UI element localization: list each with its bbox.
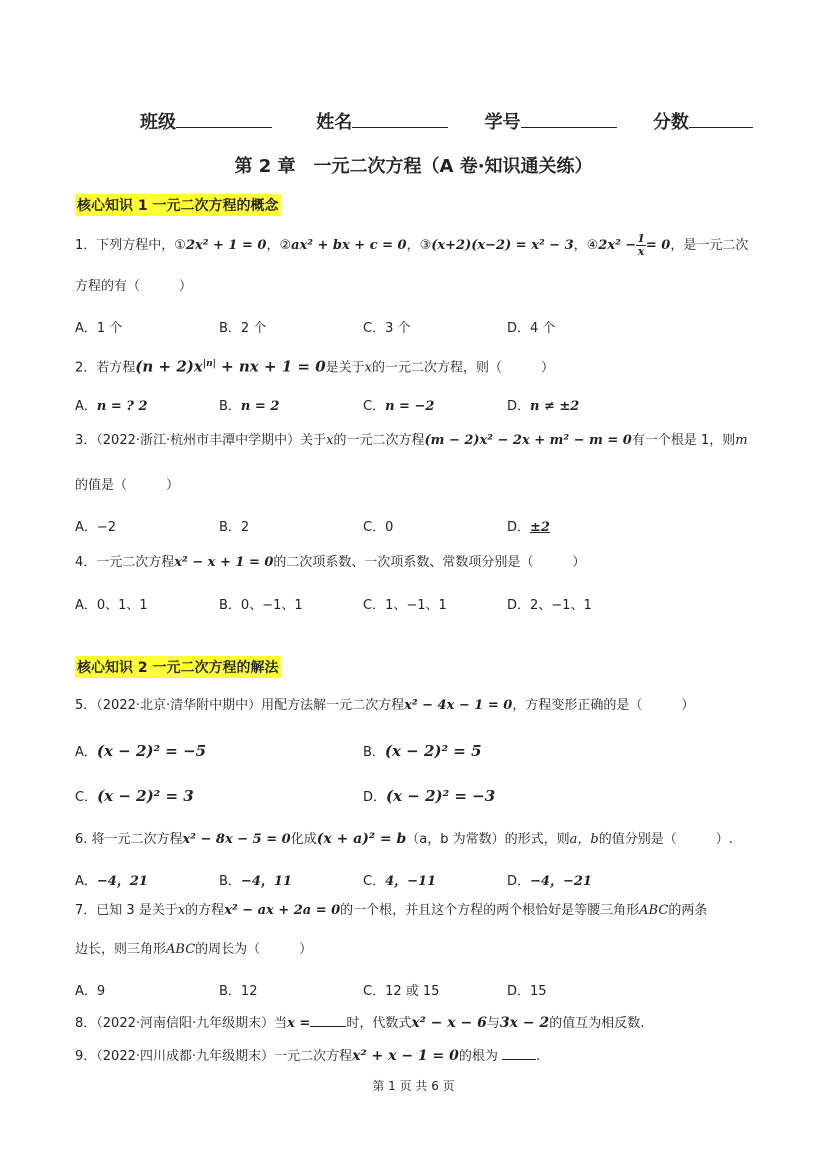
q3-mid: 的一元二次方程 bbox=[333, 433, 425, 448]
q4-expr: x² − x + 1 = 0 bbox=[174, 555, 274, 570]
q5-intro: （2022·北京·清华附中期中）用配方法解一元二次方程 bbox=[96, 698, 405, 713]
q1-eq-4a: 2x² − bbox=[598, 238, 637, 253]
q1-number: 1． bbox=[75, 238, 97, 253]
q6-mid: 化成 bbox=[290, 832, 317, 847]
q2-expr-b: + nx + 1 = 0 bbox=[215, 357, 326, 376]
q8-mid: 与 bbox=[486, 1016, 500, 1031]
q1-frac-denominator: x bbox=[637, 245, 645, 258]
page-title: 第 2 章 一元二次方程（A 卷·知识通关练） bbox=[234, 156, 593, 177]
question-9 bbox=[75, 1045, 540, 1066]
q4-option-c[interactable]: C．1、−1、1 bbox=[363, 598, 447, 613]
header-row bbox=[140, 108, 753, 134]
q7-tail-2: 的两条 bbox=[668, 903, 708, 918]
q8-expr-2: 3x − 2 bbox=[499, 1015, 550, 1031]
q2-exponent: |n| bbox=[202, 359, 216, 369]
question-1 bbox=[75, 233, 748, 258]
question-6 bbox=[75, 830, 733, 849]
q9-end: . bbox=[536, 1049, 541, 1064]
q6-option-c[interactable] bbox=[363, 870, 436, 889]
q3-option-d[interactable] bbox=[507, 516, 550, 535]
q7-line2-a: 边长，则三角形 bbox=[75, 942, 167, 957]
q2-expr-a: (n + 2)x bbox=[135, 357, 203, 376]
q2-tail: 的一元二次方程，则（ ） bbox=[372, 360, 555, 376]
question-2 bbox=[75, 355, 554, 377]
q8-number: 8． bbox=[75, 1016, 97, 1031]
q5-option-d-expr: (x − 2)² = −3 bbox=[386, 787, 496, 805]
q9-answer-blank[interactable] bbox=[502, 1045, 536, 1060]
question-7 bbox=[75, 902, 707, 920]
q1-line-2: 方程的有（ ） bbox=[75, 279, 193, 294]
q9-number: 9． bbox=[75, 1049, 97, 1064]
q7-mid: 的方程 bbox=[185, 903, 225, 918]
q1-circle-3: ，③ bbox=[406, 238, 432, 253]
q8-expr-1: x² − x − 6 bbox=[411, 1015, 487, 1031]
q6-option-b-label: B． bbox=[219, 874, 241, 889]
q7-tail: 的一个根，并且这个方程的两个根恰好是等腰三角形 bbox=[340, 903, 640, 918]
q7-number: 7． bbox=[75, 903, 97, 918]
q5-option-b[interactable] bbox=[363, 741, 482, 760]
q3-intro: （2022·浙江·杭州市丰潭中学期中）关于 bbox=[96, 433, 327, 448]
q1-tail: ，是一元二次 bbox=[670, 238, 749, 253]
q3-option-d-label: D． bbox=[507, 520, 531, 535]
q2-option-c[interactable] bbox=[363, 395, 434, 414]
q7-option-d[interactable]: D．15 bbox=[507, 984, 547, 999]
q7-expr: x² − ax + 2a = 0 bbox=[224, 903, 341, 918]
q6-option-c-expr: 4，−11 bbox=[385, 874, 437, 889]
question-8 bbox=[75, 1012, 644, 1033]
q9-intro: （2022·四川成都·九年级期末）一元二次方程 bbox=[96, 1049, 353, 1064]
q1-eq-1: 2x² + 1 = 0 bbox=[185, 238, 267, 253]
name-label: 姓名 bbox=[316, 112, 353, 133]
q5-option-c-label: C． bbox=[75, 790, 98, 805]
q1-circle-2: ，② bbox=[266, 238, 292, 253]
q2-option-b[interactable] bbox=[219, 395, 279, 414]
q5-option-b-expr: (x − 2)² = 5 bbox=[384, 742, 482, 760]
q1-intro: 下列方程中， bbox=[96, 238, 175, 253]
id-blank[interactable] bbox=[521, 109, 617, 128]
q2-option-d-expr: n ≠ ±2 bbox=[530, 399, 580, 414]
q2-var: x bbox=[364, 360, 373, 376]
section-heading-1: 核心知识 1 一元二次方程的概念 bbox=[75, 194, 281, 216]
q8-intro: （2022·河南信阳·九年级期末）当 bbox=[96, 1016, 288, 1031]
q6-option-c-label: C． bbox=[363, 874, 386, 889]
q1-eq-2: ax² + bx + c = 0 bbox=[291, 238, 407, 253]
score-blank[interactable] bbox=[689, 109, 753, 128]
q6-number: 6. bbox=[75, 832, 88, 847]
class-blank[interactable] bbox=[176, 109, 272, 128]
q3-var-m: m bbox=[735, 433, 748, 448]
q6-option-d-label: D． bbox=[507, 874, 531, 889]
q7-line-2 bbox=[75, 941, 312, 959]
q2-mid: 是关于 bbox=[325, 360, 365, 376]
q6-option-a-label: A． bbox=[75, 874, 97, 889]
question-3 bbox=[75, 432, 748, 450]
q7-triangle-name: ABC bbox=[639, 903, 669, 918]
q6-tail: 的值分别是（ ）. bbox=[598, 832, 733, 847]
q2-number: 2． bbox=[75, 360, 97, 376]
q2-option-d[interactable] bbox=[507, 395, 579, 414]
q5-number: 5． bbox=[75, 698, 97, 713]
q7-line2-b: 的周长为（ ） bbox=[195, 942, 313, 957]
q8-var: x = bbox=[287, 1016, 311, 1031]
q5-option-c[interactable] bbox=[75, 786, 194, 805]
q5-option-d-label: D． bbox=[363, 790, 387, 805]
q1-eq-4b: = 0 bbox=[645, 238, 671, 253]
q8-tail-2: 的值互为相反数. bbox=[549, 1016, 645, 1031]
q9-expr: x² + x − 1 = 0 bbox=[352, 1048, 459, 1064]
q1-circle-4: ，④ bbox=[573, 238, 599, 253]
q6-option-d-expr: −4，−21 bbox=[530, 874, 592, 889]
q1-eq-3: (x+2)(x−2) = x² − 3 bbox=[431, 238, 574, 253]
q5-expr: x² − 4x − 1 = 0 bbox=[404, 698, 513, 713]
q7-option-a[interactable]: A．9 bbox=[75, 984, 106, 999]
q5-option-d[interactable] bbox=[363, 786, 495, 805]
q4-intro: 一元二次方程 bbox=[96, 555, 175, 570]
q6-option-b-expr: −4，11 bbox=[240, 874, 292, 889]
q8-answer-blank[interactable] bbox=[310, 1012, 346, 1027]
q6-vars: a，b bbox=[569, 832, 599, 847]
q6-option-b[interactable] bbox=[219, 870, 292, 889]
q2-intro: 若方程 bbox=[96, 360, 136, 376]
q1-circle-1: ① bbox=[174, 238, 186, 253]
q3-tail: 有一个根是 1，则 bbox=[631, 433, 736, 448]
q4-option-d[interactable]: D．2、−1、1 bbox=[507, 598, 592, 613]
q2-option-d-label: D． bbox=[507, 399, 531, 414]
q5-option-a-expr: (x − 2)² = −5 bbox=[96, 742, 207, 760]
q5-option-c-expr: (x − 2)² = 3 bbox=[97, 787, 194, 805]
q4-number: 4． bbox=[75, 555, 97, 570]
q7-option-b[interactable]: B．12 bbox=[219, 984, 258, 999]
q1-frac-numerator: 1 bbox=[637, 232, 645, 245]
q7-option-c[interactable]: C．12 或 15 bbox=[363, 984, 440, 999]
page-footer: 第 1 页 共 6 页 bbox=[372, 1079, 455, 1093]
section-heading-2: 核心知识 2 一元二次方程的解法 bbox=[75, 656, 281, 678]
q3-number: 3． bbox=[75, 433, 97, 448]
q6-paren: （a，b 为常数）的形式，则 bbox=[406, 832, 570, 847]
q5-option-b-label: B． bbox=[363, 745, 385, 760]
name-blank[interactable] bbox=[352, 109, 448, 128]
id-label: 学号 bbox=[484, 112, 521, 133]
q5-tail: ，方程变形正确的是（ ） bbox=[512, 698, 695, 713]
class-label: 班级 bbox=[140, 112, 176, 133]
score-label: 分数 bbox=[652, 112, 689, 133]
q1-option-a[interactable]: A．1 个 bbox=[75, 321, 123, 336]
q3-option-a[interactable]: A．−2 bbox=[75, 520, 117, 535]
question-4 bbox=[75, 554, 585, 572]
q4-option-a[interactable]: A．0、1、1 bbox=[75, 598, 148, 613]
q6-option-a-expr: −4，21 bbox=[96, 874, 148, 889]
q8-tail: 时，代数式 bbox=[346, 1016, 412, 1031]
q4-option-b[interactable]: B．0、−1、1 bbox=[219, 598, 303, 613]
q6-expr-1: x² − 8x − 5 = 0 bbox=[182, 832, 291, 847]
q6-option-a[interactable] bbox=[75, 870, 148, 889]
q6-intro: 将一元二次方程 bbox=[87, 832, 183, 847]
q3-expr: (m − 2)x² − 2x + m² − m = 0 bbox=[424, 433, 632, 448]
q2-option-a-expr: n = ? 2 bbox=[96, 399, 148, 414]
q2-option-a[interactable] bbox=[75, 395, 148, 414]
question-5 bbox=[75, 697, 694, 715]
q5-option-a-label: A． bbox=[75, 745, 97, 760]
q6-option-d[interactable] bbox=[507, 870, 592, 889]
q3-option-d-expr: ±2 bbox=[530, 520, 550, 535]
q5-option-a[interactable] bbox=[75, 741, 206, 760]
q2-option-a-label: A． bbox=[75, 399, 97, 414]
q9-tail: 的根为 bbox=[458, 1049, 498, 1064]
q4-tail: 的二次项系数、一次项系数、常数项分别是（ ） bbox=[273, 555, 586, 570]
q3-option-c[interactable]: C．0 bbox=[363, 520, 394, 535]
q1-option-d[interactable]: D．4 个 bbox=[507, 321, 556, 336]
q2-option-c-expr: n = −2 bbox=[385, 399, 435, 414]
q6-expr-2: (x + a)² = b bbox=[316, 831, 407, 847]
q2-option-b-expr: n = 2 bbox=[240, 399, 280, 414]
q1-fraction bbox=[636, 233, 646, 258]
q3-var: x bbox=[326, 433, 334, 448]
q2-option-b-label: B． bbox=[219, 399, 241, 414]
q1-option-c[interactable]: C．3 个 bbox=[363, 321, 411, 336]
q1-option-b[interactable]: B．2 个 bbox=[219, 321, 267, 336]
q7-intro: 已知 3 是关于 bbox=[96, 903, 178, 918]
q7-var: x bbox=[177, 903, 186, 918]
q3-line-2: 的值是（ ） bbox=[75, 478, 180, 493]
q2-option-c-label: C． bbox=[363, 399, 386, 414]
q3-option-b[interactable]: B．2 bbox=[219, 520, 250, 535]
q7-triangle-name-2: ABC bbox=[166, 942, 196, 957]
